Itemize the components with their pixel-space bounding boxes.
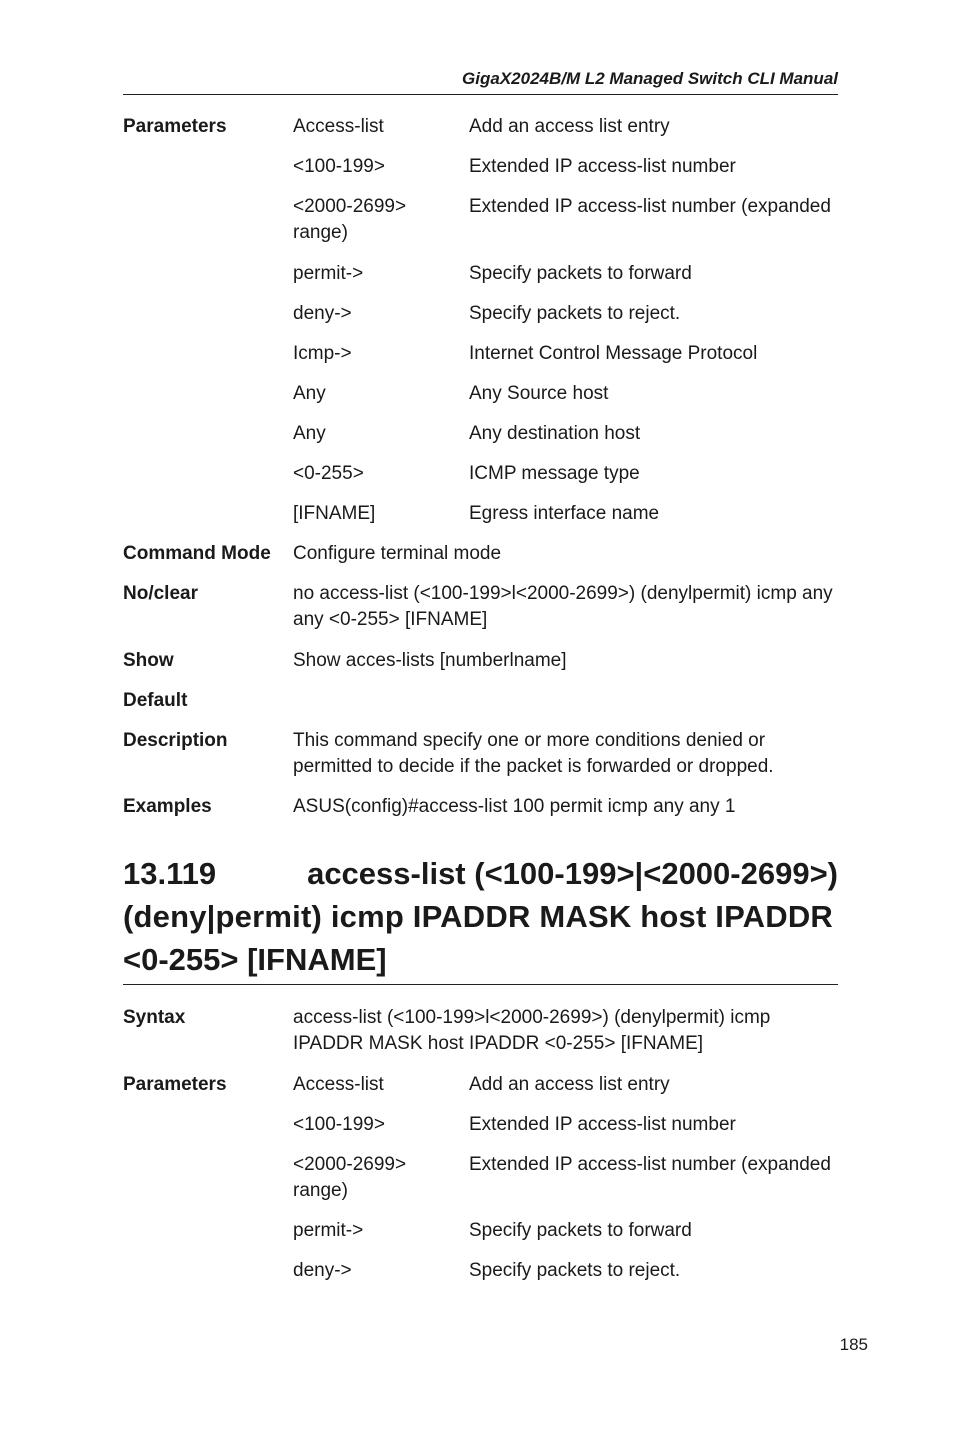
syntax-label: Syntax [123, 1007, 186, 1028]
param-name: deny-> [293, 303, 352, 324]
param-name: Access-list [293, 1074, 384, 1095]
param-desc: Add an access list entry [469, 1074, 670, 1095]
param-name: <0-255> [293, 463, 364, 484]
param-name: <2000-2699> [293, 196, 407, 217]
command-mode-value: Configure terminal mode [293, 543, 502, 564]
param-name: Any [293, 423, 326, 444]
param-name: [IFNAME] [293, 503, 376, 524]
param-desc: Extended IP access-list number (expanded [469, 196, 831, 217]
syntax-value: access-list (<100-199>l<2000-2699>) (denylpermit) icmp [293, 1007, 771, 1028]
param-desc: Specify packets to reject. [469, 303, 681, 324]
param-desc-continuation: range) [293, 222, 348, 243]
examples-value: ASUS(config)#access-list 100 permit icmp any any 1 [293, 796, 736, 817]
param-desc: Any destination host [469, 423, 641, 444]
show-value: Show acces-lists [numberlname] [293, 650, 567, 671]
noclear-value-continuation: any <0-255> [IFNAME] [293, 609, 488, 630]
page-number: 185 [839, 1335, 868, 1354]
param-name: permit-> [293, 263, 364, 284]
param-desc: ICMP message type [469, 463, 640, 484]
param-name: Icmp-> [293, 343, 352, 364]
show-label: Show [123, 650, 174, 671]
param-name: <100-199> [293, 156, 385, 177]
param-desc: Add an access list entry [469, 116, 670, 137]
section-title-line2: (deny|permit) icmp IPADDR MASK host IPADDR [123, 899, 834, 934]
section-heading [123, 852, 838, 985]
section-title-line1: access-list (<100-199>|<2000-2699>) [307, 856, 838, 891]
param-desc: Egress interface name [469, 503, 660, 524]
parameters-label: Parameters [123, 116, 227, 137]
param-desc: Specify packets to reject. [469, 1260, 681, 1281]
parameters-label: Parameters [123, 1074, 227, 1095]
description-value: This command specify one or more conditions denied or [293, 730, 766, 751]
section-title-line3: <0-255> [IFNAME] [123, 942, 387, 977]
param-desc: Any Source host [469, 383, 609, 404]
param-desc-continuation: range) [293, 1180, 348, 1201]
running-header: GigaX2024B/M L2 Managed Switch CLI Manual [123, 69, 838, 95]
default-label: Default [123, 690, 188, 711]
param-desc: Specify packets to forward [469, 263, 692, 284]
param-name: Access-list [293, 116, 384, 137]
examples-label: Examples [123, 796, 212, 817]
param-desc: Extended IP access-list number [469, 156, 736, 177]
param-name: Any [293, 383, 326, 404]
description-label: Description [123, 730, 228, 751]
param-name: <2000-2699> [293, 1154, 407, 1175]
param-name: deny-> [293, 1260, 352, 1281]
noclear-value: no access-list (<100-199>l<2000-2699>) (denylpermit) icmp any [293, 583, 833, 604]
command-mode-label: Command Mode [123, 543, 271, 564]
section-number: 13.119 [123, 856, 217, 891]
param-desc: Extended IP access-list number [469, 1114, 736, 1135]
syntax-value-continuation: IPADDR MASK host IPADDR <0-255> [IFNAME] [293, 1033, 704, 1054]
noclear-label: No/clear [123, 583, 198, 604]
description-value-continuation: permitted to decide if the packet is forwarded or dropped. [293, 756, 774, 777]
param-desc: Extended IP access-list number (expanded [469, 1154, 831, 1175]
param-desc: Specify packets to forward [469, 1220, 692, 1241]
param-name: permit-> [293, 1220, 364, 1241]
param-desc: Internet Control Message Protocol [469, 343, 758, 364]
param-name: <100-199> [293, 1114, 385, 1135]
